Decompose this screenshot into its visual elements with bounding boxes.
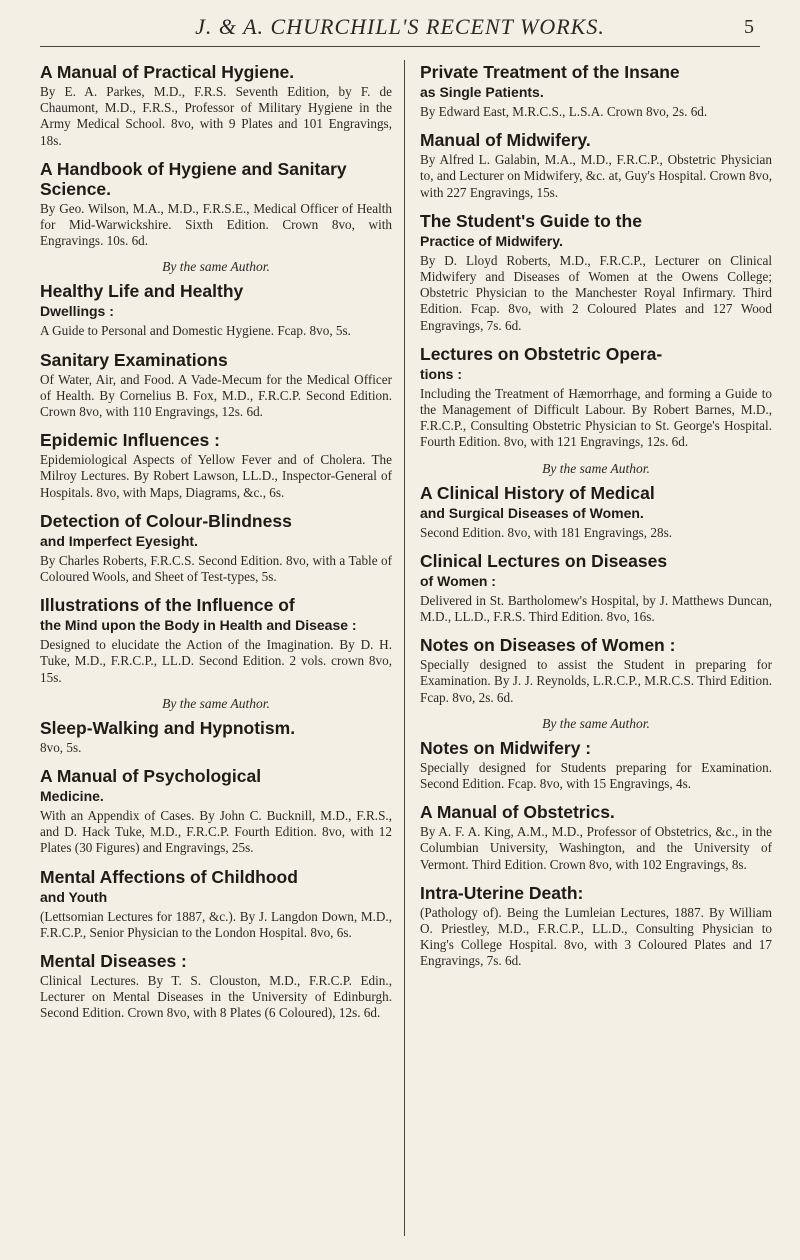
book-description: A Guide to Personal and Domestic Hygiene. Fcap. 8vo, 5s. (40, 323, 351, 339)
book-description: Delivered in St. Bartholomew's Hospital, by J. Matthews Duncan, M.D., LL.D., F.R.S. Third Edition. 8vo, 16s. (420, 592, 772, 625)
book-entry (420, 483, 772, 541)
book-entry (420, 211, 772, 334)
book-entry (40, 159, 392, 250)
book-title: Intra-Uterine Death: (420, 882, 584, 903)
book-title: Clinical Lectures on Diseases (420, 550, 668, 571)
book-entry (40, 511, 392, 585)
page-number: 5 (744, 16, 754, 38)
book-entry (420, 130, 772, 201)
book-description: (Lettsomian Lectures for 1887, &c.). By J. Langdon Down, M.D., F.R.C.P., Senior Physician to the London Hospital. 8vo, 6s. (40, 908, 392, 940)
book-entry (420, 635, 772, 706)
book-description: (Pathology of). Being the Lumleian Lectures, 1887. By William O. Priestley, M.D., F.R.C.P., LL.D., Consulting Physician to King's College Hospital. 8vo, with 3 Coloured Plates and 17 Engravings, 7s. 6d. (420, 904, 772, 969)
book-subtitle: and Surgical Diseases of Women. (420, 504, 644, 521)
book-title: Epidemic Influences : (40, 430, 220, 451)
book-title: Mental Diseases : (40, 951, 187, 972)
book-title: Notes on Midwifery : (420, 737, 592, 758)
book-description: 8vo, 5s. (40, 739, 82, 755)
book-description: Of Water, Air, and Food. A Vade-Mecum for the Medical Officer of Health. By Cornelius B. Fox, M.D., F.R.C.P. Second Edition. Crown 8vo, with 110 Engravings, 12s. 6d. (40, 371, 392, 420)
book-subtitle: the Mind upon the Body in Health and Disease : (40, 617, 357, 634)
running-title: J. & A. CHURCHILL'S RECENT WORKS. (195, 14, 605, 39)
book-subtitle: Practice of Midwifery. (420, 232, 563, 249)
book-title: Mental Affections of Childhood (40, 866, 298, 887)
book-description: Designed to elucidate the Action of the Imagination. By D. H. Tuke, M.D., F.R.C.P., LL.D. Second Edition. 2 vols. crown 8vo, 15s. (40, 637, 392, 685)
book-entry (420, 802, 772, 873)
book-description: By Charles Roberts, F.R.C.S. Second Edition. 8vo, with a Table of Coloured Wools, and Sheet of Test-types, 5s. (40, 552, 392, 585)
book-subtitle: tions : (420, 365, 462, 382)
book-title: The Student's Guide to the (420, 210, 642, 231)
left-column (40, 62, 392, 1240)
book-entry (420, 883, 772, 970)
book-subtitle: and Youth (40, 888, 108, 905)
book-title: Notes on Diseases of Women : (420, 635, 676, 656)
page-header (40, 10, 760, 47)
same-author-note: By the same Author. (162, 259, 270, 275)
book-entry (40, 430, 392, 501)
book-entry (420, 738, 772, 792)
book-description: Specially designed for Students preparing for Examination. Second Edition. Fcap. 8vo, with 15 Engravings, 4s. (420, 759, 772, 792)
book-description: With an Appendix of Cases. By John C. Bucknill, M.D., F.R.S., and D. Hack Tuke, M.D., F.R.C.P. Fourth Edition. 8vo, with 12 Plates (30 Figures) and Engravings, 25s. (40, 808, 392, 856)
book-description: By Geo. Wilson, M.A., M.D., F.R.S.E., Medical Officer of Health for Mid-Warwickshire. Sixth Edition. Crown 8vo, with Engravings. 10s. 6d. (40, 200, 392, 249)
book-description: Including the Treatment of Hæmorrhage, and forming a Guide to the Management of Difficult Labour. By Robert Barnes, M.D., F.R.C.P., Consulting Obstetric Physician to St. George's Hospital. Fourth Edition. 8vo, with 121 Engravings, 12s. 6d. (420, 385, 772, 450)
book-subtitle: of Women : (420, 572, 496, 589)
book-description: Epidemiological Aspects of Yellow Fever and of Cholera. The Milroy Lectures. By Robert Lawson, LL.D., Inspector-General of Hospitals. 8vo, with Maps, Diagrams, &c., 6s. (40, 452, 392, 500)
book-title: A Manual of Practical Hygiene. (40, 62, 295, 82)
book-description: Specially designed to assist the Student in preparing for Examination. By J. J. Reynolds, L.R.C.P., M.R.C.S. Third Edition. Fcap. 8vo, 2s. 6d. (420, 657, 772, 705)
book-title: Private Treatment of the Insane (420, 62, 680, 82)
book-description: By A. F. A. King, A.M., M.D., Professor of Obstetrics, &c., in the Columbian University, Washington, and the University of Vermont. Third Edition. Crown 8vo, with 102 Engravings, 8s. (420, 824, 772, 872)
same-author-note: By the same Author. (542, 715, 650, 731)
book-entry (40, 350, 392, 421)
same-author-note: By the same Author. (162, 695, 270, 711)
column-divider (404, 60, 405, 1236)
book-entry (40, 281, 392, 339)
book-description: Clinical Lectures. By T. S. Clouston, M.D., F.R.C.P. Edin., Lecturer on Mental Diseases in the University of Edinburgh. Second Edition. Crown 8vo, with 8 Plates (6 Coloured), 12s. 6d. (40, 973, 392, 1021)
book-title: A Clinical History of Medical (420, 482, 655, 503)
book-title: Illustrations of the Influence of (40, 595, 295, 616)
book-entry (420, 551, 772, 625)
same-author-note: By the same Author. (542, 460, 650, 476)
book-description: By D. Lloyd Roberts, M.D., F.R.C.P., Lecturer on Clinical Midwifery and Diseases of Women at the Owens College; Obstetric Physician to the Manchester Royal Infirmary. Third Edition. Fcap. 8vo, with 2 Coloured Plates and 127 Wood Engravings, 7s. 6d. (420, 252, 772, 333)
book-description: Second Edition. 8vo, with 181 Engravings, 28s. (420, 524, 673, 540)
book-subtitle: as Single Patients. (420, 84, 544, 100)
book-title: Manual of Midwifery. (420, 130, 591, 151)
book-description: By Alfred L. Galabin, M.A., M.D., F.R.C.P., Obstetric Physician to, and Lecturer on Midwifery, &c. at, Guy's Hospital. Crown 8vo, with 227 Engravings, 15s. (420, 152, 772, 200)
book-title: A Handbook of Hygiene and Sanitary Science. (40, 158, 347, 199)
book-entry (40, 62, 392, 149)
book-title: Healthy Life and Healthy (40, 281, 244, 302)
book-title: Sleep-Walking and Hypnotism. (40, 717, 296, 738)
book-entry (420, 62, 772, 120)
book-title: A Manual of Obstetrics. (420, 802, 615, 823)
book-description: By Edward East, M.R.C.S., L.S.A. Crown 8vo, 2s. 6d. (420, 104, 708, 119)
book-description: By E. A. Parkes, M.D., F.R.S. Seventh Edition, by F. de Chaumont, M.D., F.R.S., Professor of Military Hygiene in the Army Medical School. 8vo, with 9 Plates and 101 Engravings, 18s. (40, 84, 392, 148)
book-entry (420, 344, 772, 451)
book-title: Lectures on Obstetric Opera- (420, 343, 663, 364)
book-entry (40, 951, 392, 1022)
book-entry (40, 718, 392, 756)
book-subtitle: Dwellings : (40, 303, 114, 320)
right-column (420, 62, 772, 1240)
book-subtitle: Medicine. (40, 788, 104, 805)
book-entry (40, 595, 392, 686)
book-title: Sanitary Examinations (40, 349, 228, 370)
book-title: Detection of Colour-Blindness (40, 510, 292, 531)
book-title: A Manual of Psychological (40, 766, 262, 787)
book-entry (40, 867, 392, 941)
book-subtitle: and Imperfect Eyesight. (40, 532, 198, 549)
book-entry (40, 766, 392, 857)
